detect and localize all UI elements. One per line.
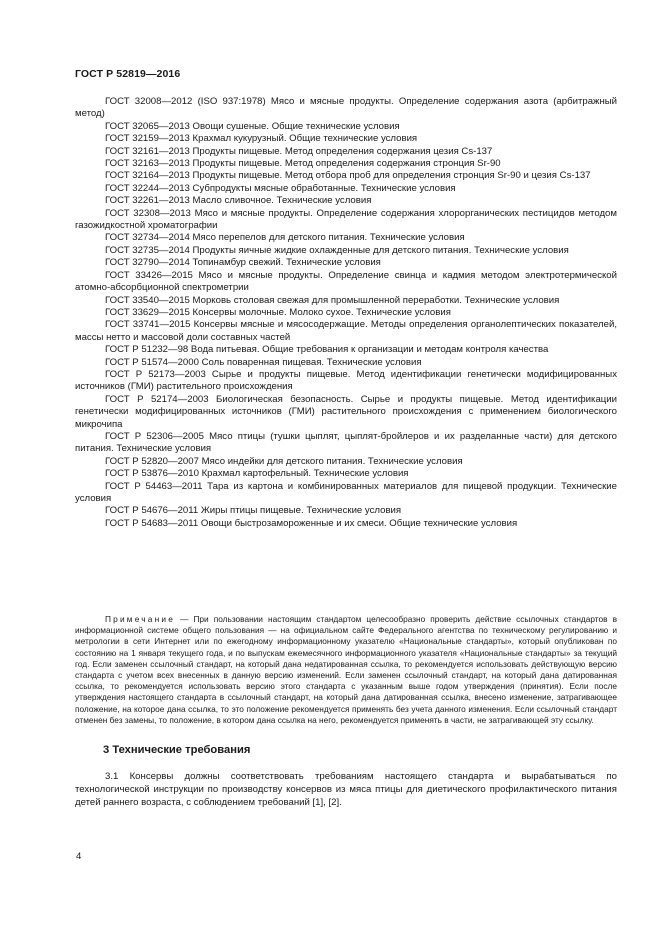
reference-item: ГОСТ Р 52306—2005 Мясо птицы (тушки цыплят, цыплят-бройлеров и их разделанные части) для детского питания. Технические условия — [75, 430, 617, 455]
page-number: 4 — [76, 851, 82, 862]
reference-item: ГОСТ 32244—2013 Субпродукты мясные обработанные. Технические условия — [105, 182, 456, 194]
reference-item: ГОСТ 32008—2012 (ISO 937:1978) Мясо и мясные продукты. Определение содержания азота (арбитражный метод) — [75, 96, 617, 120]
reference-item: ГОСТ Р 53876—2010 Крахмал картофельный. Технические условия — [105, 468, 409, 480]
section-paragraph: 3.1 Консервы должны соответствовать требованиям настоящего стандарта и вырабатываться по технологической инструкции по производству консервов из мяса птицы для диетического профилактического питания детей раннего возраста, с соблюдением требований [1], [2]. — [75, 771, 617, 808]
reference-item: ГОСТ 32261—2013 Масло сливочное. Технические условия — [105, 195, 372, 207]
reference-item: ГОСТ 33741—2015 Консервы мясные и мясосодержащие. Методы определения органолептических показателей, массы нетто и массовой доли составных частей — [75, 319, 617, 343]
reference-item: ГОСТ 32790—2014 Топинамбур свежий. Технические условия — [105, 257, 381, 269]
reference-item: ГОСТ 33426—2015 Мясо и мясные продукты. Определение свинца и кадмия методом электротермической атомно-абсорбционной спектрометрии — [75, 269, 617, 294]
reference-item: ГОСТ Р 51574—2000 Соль поваренная пищевая. Технические условия — [105, 356, 422, 368]
reference-item: ГОСТ 32308—2013 Мясо и мясные продукты. Определение содержания хлорорганических пестицидов методом газожидкостной хроматографии — [75, 207, 617, 232]
reference-item: ГОСТ Р 51232—98 Вода питьевая. Общие требования к организации и методам контроля качества — [105, 344, 549, 356]
note-paragraph — [75, 614, 617, 726]
reference-item: ГОСТ 32163—2013 Продукты пищевые. Метод определения содержания стронция Sr-90 — [105, 158, 501, 170]
note-label: Примечание — [105, 614, 176, 624]
reference-item: ГОСТ 32065—2013 Овощи сушеные. Общие технические условия — [105, 120, 400, 132]
document-header: ГОСТ Р 52819—2016 — [75, 68, 181, 80]
section-heading: 3 Технические требования — [103, 744, 251, 756]
reference-item: ГОСТ 32161—2013 Продукты пищевые. Метод определения содержания цезия Cs-137 — [105, 145, 493, 157]
reference-item: ГОСТ Р 54676—2011 Жиры птицы пищевые. Технические условия — [105, 505, 402, 517]
reference-item: ГОСТ 32164—2013 Продукты пищевые. Метод отбора проб для определения стронция Sr-90 и цезия Cs-137 — [105, 170, 591, 182]
reference-list — [75, 96, 617, 530]
reference-item: ГОСТ 32159—2013 Крахмал кукурузный. Общие технические условия — [105, 133, 418, 145]
reference-item: ГОСТ 32734—2014 Мясо перепелов для детского питания. Технические условия — [105, 232, 465, 244]
reference-item: ГОСТ Р 52820—2007 Мясо индейки для детского питания. Технические условия — [105, 455, 463, 467]
reference-item: ГОСТ Р 52173—2003 Сырье и продукты пищевые. Метод идентификации генетически модифицированных источников (ГМИ) растительного происхождения — [75, 368, 617, 393]
reference-item: ГОСТ 33540—2015 Морковь столовая свежая для промышленной переработки. Технические условия — [105, 294, 560, 306]
reference-item: ГОСТ Р 52174—2003 Биологическая безопасность. Сырье и продукты пищевые. Метод идентификации генетически модифицированных источников (ГМИ) растительного происхождения с применением биологического микрочипа — [75, 393, 617, 430]
reference-item: ГОСТ 33629—2015 Консервы молочные. Молоко сухое. Технические условия — [105, 306, 451, 318]
note-text: — При пользовании настоящим стандартом целесообразно проверить действие ссылочных стандартов в информационной системе общего пользования — на официальном сайте Федерального агентства по техническому регулированию и метрологии в сети Интернет или по ежегодному информационному указателю «Национальные стандарты», который опубликован по состоянию на 1 января текущего года, и по выпускам ежемесячного информационного указателя «Национальные стандарты» за текущий год. Если заменен ссылочный стандарт, на который дана недатированная ссылка, то рекомендуется использовать действующую версию стандарта с учетом всех внесенных в данную версию изменений. Если заменен ссылочный стандарт, на который дана датированная ссылка, то рекомендуется использовать версию этого стандарта с указанным выше годом утверждения (принятия). Если после утверждения настоящего стандарта в ссылочный стандарт, на который дана датированная ссылка, внесено изменение, затрагивающее положение, на которое дана ссылка, то это положение рекомендуется применять без учета данного изменения. Если ссылочный стандарт отменен без замены, то положение, в котором дана ссылка на него, рекомендуется применять в части, не затрагивающей эту ссылку. — [75, 614, 617, 725]
reference-item: ГОСТ 32735—2014 Продукты яичные жидкие охлажденные для детского питания. Технические условия — [105, 244, 569, 256]
reference-item: ГОСТ Р 54463—2011 Тара из картона и комбинированных материалов для пищевой продукции. Технические условия — [75, 480, 617, 504]
reference-item: ГОСТ Р 54683—2011 Овощи быстрозамороженные и их смеси. Общие технические условия — [105, 517, 518, 529]
